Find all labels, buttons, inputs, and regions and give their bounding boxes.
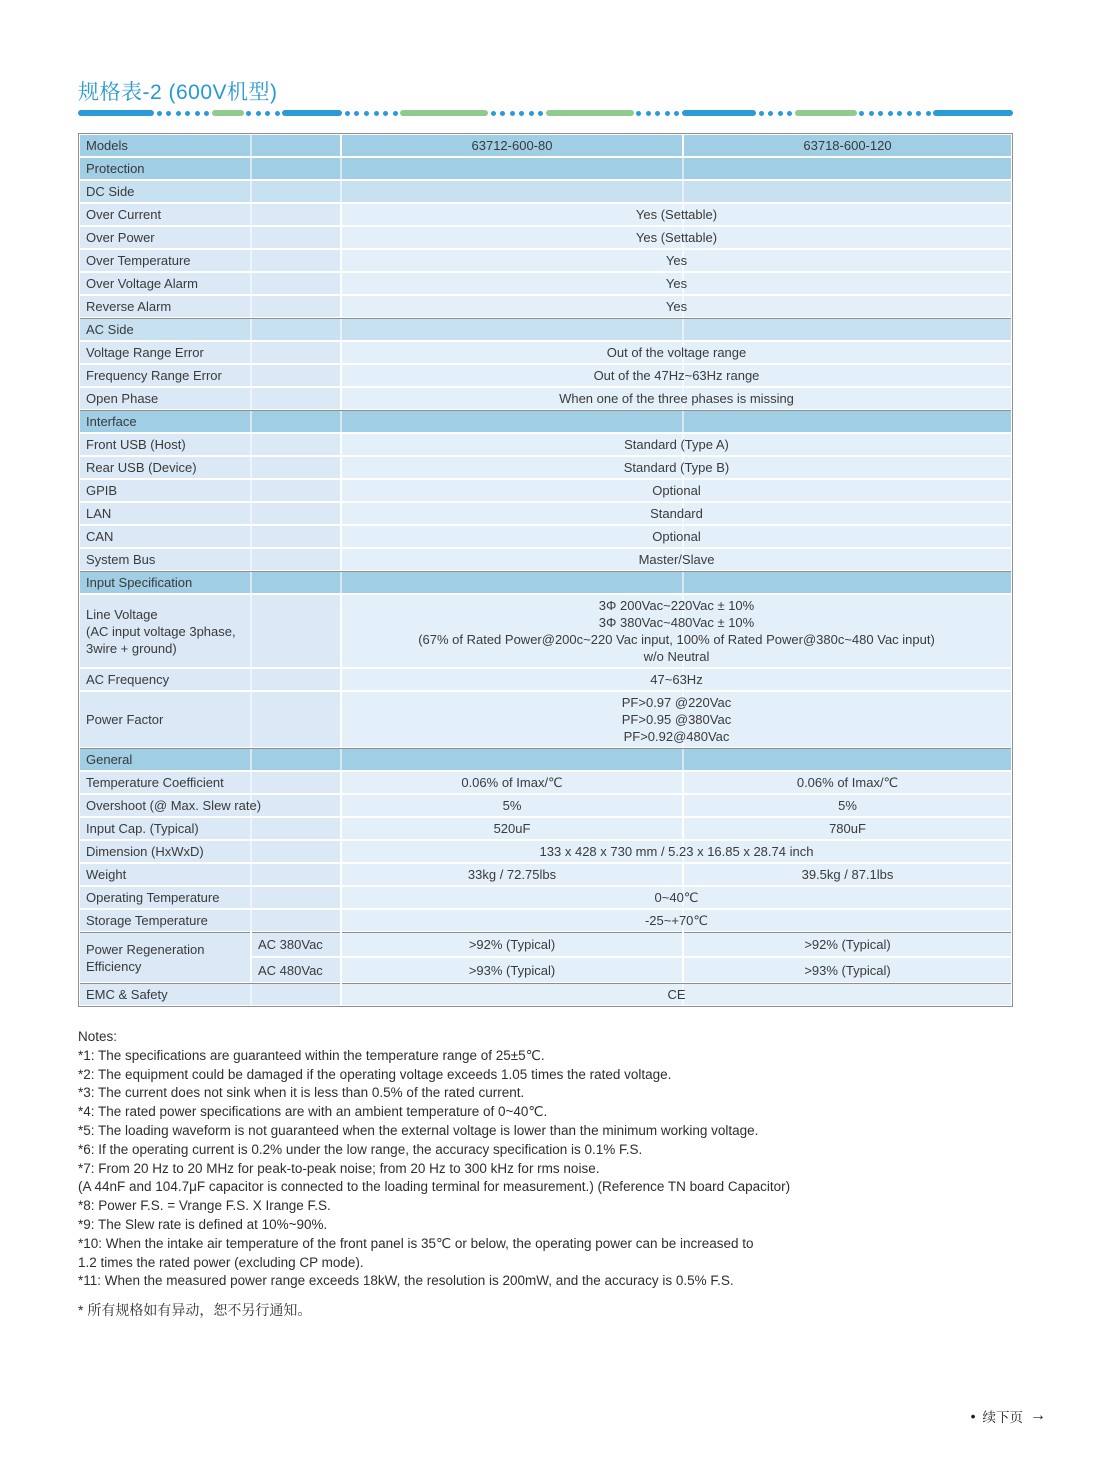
divider-dot [345,111,350,116]
divider-dot [926,111,931,116]
row-label: CAN [80,526,340,547]
divider-bar-blue [78,110,154,116]
models-label: Models [80,135,340,156]
row-value: When one of the three phases is missing [342,388,1011,409]
row-value: 39.5kg / 87.1lbs [684,864,1011,885]
row-label: Over Voltage Alarm [80,273,340,294]
divider-dot [195,111,200,116]
divider-dot [869,111,874,116]
model-number: 63718-600-120 [684,135,1011,156]
note-line: *6: If the operating current is 0.2% under the low range, the accuracy specification is 0.1% F.S. [78,1141,643,1157]
row-label: Power Regeneration Efficiency [80,932,250,982]
row-value: 0~40℃ [342,887,1011,908]
divider-dot [491,111,496,116]
subsection-header: AC Side [80,318,1011,340]
row-value: Optional [342,480,1011,501]
row-value: Yes (Settable) [342,204,1011,225]
divider-dot [393,111,398,116]
section-header: Protection [80,158,1011,179]
page-title: 规格表-2 (600V机型) [78,81,278,104]
row-label: Operating Temperature [80,887,340,908]
footer-continue-label: 续下页 [982,1410,1023,1425]
divider-dot [674,111,679,116]
row-value: Yes [342,273,1011,294]
row-label: Power Factor [80,692,340,747]
divider-bar-green [546,110,634,116]
row-label: Line Voltage (AC input voltage 3phase, 3wire + ground) [80,595,340,667]
divider-dot [665,111,670,116]
divider-dot [157,111,162,116]
divider-bar-blue [682,110,756,116]
divider-dot [374,111,379,116]
row-value: 0.06% of Imax/℃ [342,772,682,793]
spec-table [78,133,1013,1007]
divider-bar-green [795,110,857,116]
divider-dot [256,111,261,116]
row-label: Storage Temperature [80,910,340,931]
sub-label: AC 480Vac [252,958,340,982]
row-value: >93% (Typical) [684,958,1011,982]
divider-dot [519,111,524,116]
divider-dot [646,111,651,116]
divider-dot [364,111,369,116]
row-value: 133 x 428 x 730 mm / 5.23 x 16.85 x 28.74 inch [342,841,1011,862]
row-label: Front USB (Host) [80,434,340,455]
row-label: System Bus [80,549,340,570]
footer-continue [971,1406,1046,1426]
row-label: Rear USB (Device) [80,457,340,478]
row-value: 5% [684,795,1011,816]
row-label: Input Cap. (Typical) [80,818,340,839]
note-line: *5: The loading waveform is not guaranteed when the external voltage is lower than the minimum working voltage. [78,1122,759,1138]
divider-dot [538,111,543,116]
row-value: 33kg / 72.75lbs [342,864,682,885]
divider-bar-green [400,110,488,116]
row-value: Out of the voltage range [342,342,1011,363]
row-label: GPIB [80,480,340,501]
row-value: 0.06% of Imax/℃ [684,772,1011,793]
sub-label: AC 380Vac [252,932,340,956]
note-line: *3: The current does not sink when it is less than 0.5% of the rated current. [78,1085,525,1101]
row-label: Frequency Range Error [80,365,340,386]
section-header: General [80,748,1011,770]
row-value: 47~63Hz [342,669,1011,690]
divider-dot [787,111,792,116]
notes-lines [78,1047,998,1291]
row-value: Yes [342,250,1011,271]
divider-dot [768,111,773,116]
row-value: PF>0.97 @220Vac PF>0.95 @380Vac PF>0.92@480Vac [342,692,1011,747]
row-value: >93% (Typical) [342,958,682,982]
notes-heading: Notes: [78,1029,118,1044]
divider-dot [897,111,902,116]
row-value: Standard (Type A) [342,434,1011,455]
divider-dot [204,111,209,116]
divider-dot [778,111,783,116]
row-label: EMC & Safety [80,983,340,1005]
row-value: 780uF [684,818,1011,839]
section-header: Interface [80,410,1011,432]
row-label: Over Temperature [80,250,340,271]
note-line: *10: When the intake air temperature of the front panel is 35℃ or below, the operating power can be increased to [78,1235,754,1251]
divider-dot [916,111,921,116]
divider-dot [888,111,893,116]
divider-dot [529,111,534,116]
divider-bar-blue [933,110,1013,116]
divider-dot [166,111,171,116]
row-value: Out of the 47Hz~63Hz range [342,365,1011,386]
row-label: Dimension (HxWxD) [80,841,340,862]
row-value: Master/Slave [342,549,1011,570]
row-value: 520uF [342,818,682,839]
row-label: Overshoot (@ Max. Slew rate) [80,795,340,816]
subsection-header: DC Side [80,181,1011,202]
divider-dot [859,111,864,116]
divider-dot [878,111,883,116]
row-value: Standard [342,503,1011,524]
note-line: 1.2 times the rated power (excluding CP mode). [78,1254,364,1270]
decorative-divider [78,109,1014,117]
row-value: Optional [342,526,1011,547]
divider-dot [655,111,660,116]
row-value: CE [342,983,1011,1005]
row-label: Weight [80,864,340,885]
row-value: >92% (Typical) [684,932,1011,956]
row-value: 5% [342,795,682,816]
divider-dot [275,111,280,116]
divider-dot [500,111,505,116]
note-line: *11: When the measured power range exceeds 18kW, the resolution is 200mW, and the accuracy is 0.5% F.S. [78,1273,734,1289]
note-line: *1: The specifications are guaranteed within the temperature range of 25±5℃. [78,1047,545,1063]
arrow-right-icon: → [1030,1407,1046,1424]
divider-dot [265,111,270,116]
note-line: *7: From 20 Hz to 20 MHz for peak-to-peak noise; from 20 Hz to 300 kHz for rms noise. [78,1160,600,1176]
divider-dot [354,111,359,116]
row-value: Standard (Type B) [342,457,1011,478]
bottom-note: * 所有规格如有异动，恕不另行通知。 [78,1302,312,1318]
note-line: *2: The equipment could be damaged if the operating voltage exceeds 1.05 times the rated voltage. [78,1066,672,1082]
row-label: Over Current [80,204,340,225]
row-label: Reverse Alarm [80,296,340,317]
divider-dot [246,111,251,116]
notes [78,1028,998,1291]
row-label: Temperature Coefficient [80,772,340,793]
divider-dot [907,111,912,116]
divider-dot [176,111,181,116]
bullet-icon: • [970,1408,976,1424]
model-number: 63712-600-80 [342,135,682,156]
row-label: Open Phase [80,388,340,409]
section-header: Input Specification [80,571,1011,593]
note-line: (A 44nF and 104.7μF capacitor is connected to the loading terminal for measurement.) (Reference TN board Capacitor) [78,1179,791,1195]
row-label: Over Power [80,227,340,248]
divider-dot [383,111,388,116]
row-value: -25~+70℃ [342,910,1011,931]
row-value: Yes (Settable) [342,227,1011,248]
row-label: AC Frequency [80,669,340,690]
note-line: *4: The rated power specifications are with an ambient temperature of 0~40℃. [78,1104,548,1120]
divider-dot [510,111,515,116]
divider-dot [636,111,641,116]
row-value: Yes [342,296,1011,317]
divider-bar-green [212,110,244,116]
row-label: Voltage Range Error [80,342,340,363]
divider-dot [185,111,190,116]
note-line: *8: Power F.S. = Vrange F.S. X Irange F.S. [78,1198,331,1214]
row-label: LAN [80,503,340,524]
note-line: *9: The Slew rate is defined at 10%~90%. [78,1216,328,1232]
divider-dot [759,111,764,116]
row-value: 3Φ 200Vac~220Vac ± 10% 3Φ 380Vac~480Vac ± 10% (67% of Rated Power@200c~220 Vac input, 100% of Rated Power@380c~480 Vac input) w/o Neutral [342,595,1011,667]
row-value: >92% (Typical) [342,932,682,956]
divider-bar-blue [282,110,342,116]
